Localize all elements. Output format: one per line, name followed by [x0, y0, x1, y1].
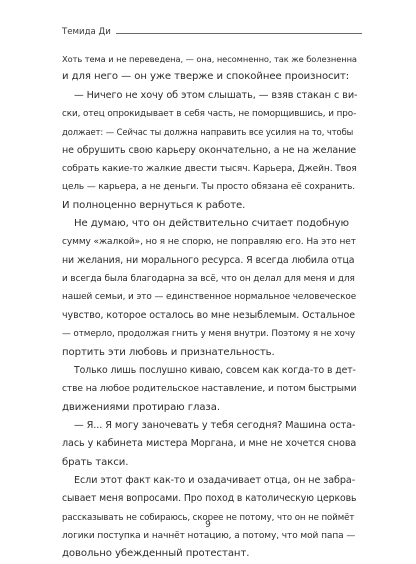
text-line: сывает меня вопросами. Про поход в католическую церковь	[62, 493, 357, 505]
text-line: Не думаю, что он действительно считает подобную	[74, 218, 349, 230]
text-line: не обрушить свою карьеру окончательно, а не на желание	[62, 144, 357, 156]
body-text	[62, 50, 357, 564]
text-line: цель — карьера, а не деньги. Ты просто обязана её сохранить.	[62, 182, 356, 193]
text-line: нашей семьи, и это — единственное нормальное человеческое	[62, 292, 357, 303]
text-line: — Я... Я могу заночевать у тебя сегодня? Машина оста-	[74, 419, 356, 431]
text-line: Только лишь послушно киваю, совсем как когда-то в дет-	[74, 364, 356, 376]
text-line: рассказывать не собираюсь, скорее не потому, что он не поймёт	[62, 512, 355, 523]
text-line: стве на любое родительское наставление, и потом быстрыми	[62, 384, 357, 395]
header-rule	[116, 33, 362, 34]
text-line: довольно убежденный протестант.	[62, 548, 250, 560]
text-line: портить эти любовь и признательность.	[62, 346, 275, 358]
text-line: чувство, которое осталось во мне незыблемым. Остальное	[62, 309, 355, 321]
text-line: И полноценно вернуться к работе.	[62, 199, 246, 211]
text-line: логики поступка и начнёт нотацию, а потому, что мой папа —	[62, 530, 356, 541]
text-line: — Ничего не хочу об этом слышать, — взяв стакан с ви-	[74, 89, 358, 101]
text-line: Если этот факт как-то и озадачивает отца, он не забра-	[74, 474, 356, 486]
text-line: должает: — Сейчас ты должна направить все усилия на то, чтобы	[62, 127, 354, 138]
text-line: и для него — он уже тверже и спокойнее произносит:	[62, 71, 350, 83]
text-line: Хоть тема и не переведена, — она, несомненно, так же болезненна	[62, 54, 357, 64]
text-line: брать такси.	[62, 456, 129, 468]
text-line: движениями протираю глаза.	[62, 401, 220, 413]
running-header	[62, 25, 362, 39]
text-line: — отмерло, продолжая гнить у меня внутри. Поэтому я не хочу	[62, 329, 356, 340]
text-line: собрать какие-то жалкие двести тысяч. Карьера, Джейн. Твоя	[62, 164, 357, 175]
text-line: ски, отец опрокидывает в себя часть, не поморщившись, и про-	[62, 109, 357, 120]
text-line: сумму «жалкой», но я не спорю, не поправляю его. На это нет	[62, 237, 356, 248]
text-line: и всегда была благодарна за всё, что он делал для меня и для	[62, 274, 355, 285]
text-line: лась у кабинета мистера Моргана, и мне не хочется снова	[62, 438, 357, 450]
text-line: ни желания, ни морального ресурса. Я всегда любила отца	[62, 254, 355, 266]
author-name: Темида Ди	[62, 27, 111, 37]
page-number: 9	[205, 520, 211, 530]
